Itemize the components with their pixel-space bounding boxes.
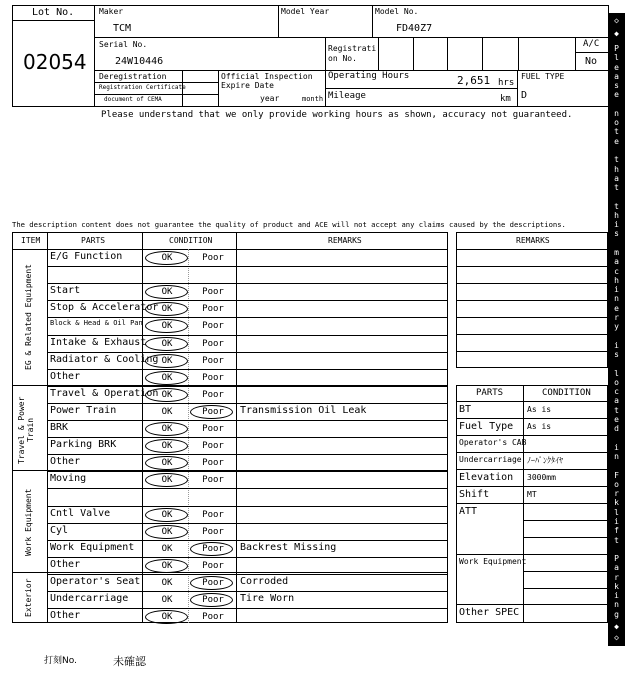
sidebar-char: k (614, 582, 619, 591)
sidebar-char: e (614, 304, 619, 313)
operating-hours-label: Operating Hours (328, 71, 410, 81)
group-label-exterior: Exterior (24, 578, 33, 618)
row-divider (47, 386, 448, 387)
sidebar-char: r (614, 573, 619, 582)
selected-condition-marker (145, 388, 188, 402)
spec-row-divider (456, 486, 608, 487)
condition-ok[interactable]: OK (161, 304, 173, 314)
spec-part: ATT (459, 506, 478, 517)
hrs-unit: hrs (498, 78, 515, 88)
diamond-open-icon: ◇ (614, 633, 619, 642)
ac-value: No (585, 56, 598, 67)
row-divider (47, 283, 448, 284)
sidebar-char: n (614, 294, 619, 303)
condition-poor[interactable]: Poor (202, 595, 224, 605)
spec-header-condition: CONDITION (542, 388, 591, 398)
selected-condition-marker (145, 610, 188, 624)
condition-ok[interactable]: OK (161, 373, 173, 383)
selected-condition-marker (145, 285, 188, 299)
selected-condition-marker (145, 337, 188, 351)
fuel-type-value: D (521, 90, 528, 101)
condition-poor[interactable]: Poor (202, 253, 224, 263)
location-note-sidebar (608, 13, 625, 646)
group-label-eg: EG & Related Equipment (24, 264, 33, 370)
condition-poor[interactable]: Poor (202, 441, 224, 451)
sidebar-char: P (614, 554, 619, 563)
month-label: month (302, 95, 324, 103)
spec-value: As is (527, 405, 552, 414)
selected-condition-marker (145, 456, 188, 470)
condition-poor[interactable]: Poor (202, 510, 224, 520)
spec-part: Undercarriage (459, 455, 522, 464)
ac-label: A/C (583, 39, 600, 49)
sidebar-char: l (614, 369, 619, 378)
condition-poor[interactable]: Poor (202, 578, 224, 588)
spec-row-divider (456, 452, 608, 453)
km-unit: km (500, 94, 511, 104)
stamp-label: 打刻No. (44, 656, 77, 666)
condition-ok[interactable]: OK (161, 561, 173, 571)
row-divider (47, 369, 448, 370)
selected-condition-marker (145, 473, 188, 487)
sidebar-char: a (614, 396, 619, 405)
row-divider (47, 471, 448, 472)
selected-condition-marker (145, 422, 188, 436)
header-parts: PARTS (81, 236, 106, 245)
sidebar-char: e (614, 415, 619, 424)
row-divider (47, 420, 448, 421)
inspection-label: Official Inspection Expire Date (221, 72, 313, 90)
diamond-filled-icon: ◆ (614, 29, 619, 38)
row-divider (47, 300, 448, 301)
spec-row-divider (456, 418, 608, 419)
selected-condition-marker (145, 319, 188, 333)
part-label: Undercarriage (50, 593, 129, 604)
sidebar-char: h (614, 165, 619, 174)
part-label: Radiator & Cooling (50, 354, 159, 365)
remark-text: Backrest Missing (240, 542, 337, 553)
condition-ok[interactable]: OK (161, 407, 173, 417)
sidebar-char: a (614, 563, 619, 572)
condition-ok[interactable]: OK (161, 475, 173, 485)
row-divider (47, 557, 448, 558)
cema-label: document of CEMA (104, 96, 162, 103)
disclaimer: The description content does not guarantee the quality of product and ACE will not accept any claims caused by the descriptions. (12, 220, 566, 229)
condition-poor[interactable]: Poor (202, 527, 224, 537)
part-label: E/G Function (50, 251, 123, 262)
spec-part: Fuel Type (459, 421, 514, 432)
selected-condition-marker (145, 302, 188, 316)
sidebar-char: d (614, 424, 619, 433)
sidebar-char: n (614, 600, 619, 609)
spec-subrow-divider (523, 520, 608, 521)
sidebar-char: t (614, 183, 619, 192)
sidebar-char: i (614, 443, 619, 452)
remark-text: Corroded (240, 576, 289, 587)
registration-label: Registrati on No. (328, 44, 377, 63)
sidebar-char: y (614, 322, 619, 331)
diamond-open-icon: ◇ (614, 16, 619, 25)
condition-poor[interactable]: Poor (202, 612, 224, 622)
header-item: ITEM (21, 236, 41, 245)
condition-poor[interactable]: Poor (202, 321, 224, 331)
right-row-divider (456, 351, 608, 352)
sidebar-char: i (614, 341, 619, 350)
part-label: Operator's Seat (50, 576, 141, 587)
row-divider (47, 506, 448, 507)
sidebar-char: a (614, 72, 619, 81)
maker-value: TCM (113, 23, 132, 34)
remark-text: Transmission Oil Leak (240, 405, 367, 416)
condition-ok[interactable]: OK (161, 612, 173, 622)
selected-condition-marker (145, 371, 188, 385)
right-row-divider (456, 317, 608, 318)
condition-ok[interactable]: OK (161, 578, 173, 588)
spec-subrow-divider (523, 537, 608, 538)
row-divider (47, 403, 448, 404)
sidebar-char: t (614, 155, 619, 164)
group-label-travel: Travel & Power Train (17, 396, 35, 464)
condition-ok[interactable]: OK (161, 424, 173, 434)
sidebar-char: h (614, 211, 619, 220)
part-label: Stop & Accelerator (50, 302, 159, 313)
selected-condition-marker (145, 354, 188, 368)
model-no-value: FD40Z7 (396, 23, 433, 34)
registration-cert-label: Registration Certificate (99, 84, 186, 91)
spec-row-divider (456, 554, 608, 555)
spec-part: Operator's CAB (459, 438, 527, 447)
row-divider (47, 437, 448, 438)
year-label: year (260, 94, 280, 103)
spec-part: Shift (459, 489, 490, 500)
row-divider (47, 488, 448, 489)
sidebar-char: f (614, 526, 619, 535)
condition-poor[interactable]: Poor (202, 356, 224, 366)
row-divider (47, 266, 448, 267)
sidebar-char: s (614, 229, 619, 238)
part-label: Block & Head & Oil Pan (50, 319, 143, 327)
condition-poor[interactable]: Poor (202, 544, 224, 554)
operating-hours-value: 2,651 (457, 74, 491, 87)
sidebar-char: m (614, 248, 619, 257)
condition-poor[interactable]: Poor (202, 373, 224, 383)
sidebar-char: n (614, 452, 619, 461)
sidebar-char: r (614, 313, 619, 322)
condition-poor[interactable]: Poor (202, 475, 224, 485)
condition-poor[interactable]: Poor (202, 424, 224, 434)
sidebar-char: i (614, 220, 619, 229)
row-divider (47, 317, 448, 318)
selected-condition-marker (190, 593, 233, 607)
selected-condition-marker (145, 251, 188, 265)
condition-poor[interactable]: Poor (202, 304, 224, 314)
spec-part: Other SPEC (459, 607, 520, 618)
row-divider (47, 540, 448, 541)
selected-condition-marker (190, 576, 233, 590)
sidebar-char: t (614, 127, 619, 136)
model-no-label: Model No. (375, 7, 419, 16)
condition-ok[interactable]: OK (161, 441, 173, 451)
group-label-work: Work Equipment (24, 488, 33, 556)
spec-subrow-divider (523, 588, 608, 589)
condition-ok[interactable]: OK (161, 287, 173, 297)
header-frame (12, 5, 609, 107)
row-divider (47, 591, 448, 592)
condition-ok[interactable]: OK (161, 253, 173, 263)
spec-subrow-divider (523, 571, 608, 572)
spec-row-divider (456, 604, 608, 605)
sidebar-char: t (614, 536, 619, 545)
condition-ok[interactable]: OK (161, 510, 173, 520)
sidebar-char: s (614, 350, 619, 359)
part-label: Other (50, 559, 81, 570)
condition-ok[interactable]: OK (161, 356, 173, 366)
spec-part: Elevation (459, 472, 514, 483)
part-label: Work Equipment (50, 542, 135, 553)
spec-value: ﾉｰﾊﾟﾝｸﾀｲﾔ (527, 456, 563, 465)
sidebar-char: k (614, 498, 619, 507)
condition-ok[interactable]: OK (161, 544, 173, 554)
condition-ok[interactable]: OK (161, 595, 173, 605)
sidebar-char: a (614, 174, 619, 183)
row-divider (47, 352, 448, 353)
sidebar-char: t (614, 202, 619, 211)
part-label: Power Train (50, 405, 117, 416)
sidebar-char: F (614, 471, 619, 480)
remark-text: Tire Worn (240, 593, 295, 604)
row-divider (47, 574, 448, 575)
spec-part: BT (459, 404, 472, 415)
selected-condition-marker (190, 405, 233, 419)
sidebar-char: i (614, 517, 619, 526)
sidebar-char: g (614, 610, 619, 619)
selected-condition-marker (145, 508, 188, 522)
spec-row-divider (456, 435, 608, 436)
part-label: Other (50, 371, 81, 382)
selected-condition-marker (145, 559, 188, 573)
condition-ok[interactable]: OK (161, 527, 173, 537)
condition-poor[interactable]: Poor (202, 339, 224, 349)
sidebar-char: o (614, 118, 619, 127)
sidebar-char: o (614, 378, 619, 387)
spec-row-divider (456, 503, 608, 504)
mileage-label: Mileage (328, 91, 366, 101)
lot-label: Lot No. (32, 7, 75, 18)
sidebar-char: l (614, 53, 619, 62)
deregistration-label: Deregistration (99, 72, 167, 81)
header-condition: CONDITION (169, 236, 213, 245)
part-label: Moving (50, 473, 87, 484)
sidebar-char: n (614, 109, 619, 118)
part-label: Cyl (50, 525, 69, 536)
sidebar-char: l (614, 508, 619, 517)
sidebar-char: t (614, 406, 619, 415)
condition-ok[interactable]: OK (161, 458, 173, 468)
sidebar-char: P (614, 44, 619, 53)
condition-poor[interactable]: Poor (202, 407, 224, 417)
part-label: Intake & Exhaust (50, 337, 147, 348)
row-divider (47, 608, 448, 609)
selected-condition-marker (145, 439, 188, 453)
maker-label: Maker (99, 7, 124, 16)
sidebar-char: c (614, 387, 619, 396)
lot-number: 02054 (23, 50, 87, 74)
spec-value: 3000mm (527, 473, 556, 482)
spec-row-divider (456, 469, 608, 470)
fuel-type-label: FUEL TYPE (521, 72, 565, 81)
hours-note: Please understand that we only provide working hours as shown, accuracy not guaranteed. (101, 110, 573, 120)
condition-poor[interactable]: Poor (202, 287, 224, 297)
right-row-divider (456, 283, 608, 284)
spec-header-parts: PARTS (476, 388, 504, 398)
part-label: Travel & Operation (50, 388, 159, 399)
part-label: BRK (50, 422, 69, 433)
part-label: Cntl Valve (50, 508, 111, 519)
serial-value: 24W10446 (115, 56, 164, 67)
selected-condition-marker (145, 525, 188, 539)
sidebar-char: i (614, 285, 619, 294)
diamond-filled-icon: ◆ (614, 622, 619, 631)
sidebar-char: h (614, 276, 619, 285)
selected-condition-marker (190, 542, 233, 556)
right-row-divider (456, 334, 608, 335)
condition-poor[interactable]: Poor (202, 561, 224, 571)
row-divider (47, 335, 448, 336)
spec-value: As is (527, 422, 552, 431)
spec-part: Work Equipment (459, 557, 527, 566)
row-divider (47, 454, 448, 455)
condition-ok[interactable]: OK (161, 321, 173, 331)
model-year-label: Model Year (281, 7, 330, 16)
condition-poor[interactable]: Poor (202, 458, 224, 468)
stamp-value: 未確認 (113, 655, 146, 668)
sidebar-char: e (614, 137, 619, 146)
sidebar-char: e (614, 90, 619, 99)
sidebar-char: e (614, 63, 619, 72)
condition-ok[interactable]: OK (161, 390, 173, 400)
condition-ok[interactable]: OK (161, 339, 173, 349)
sidebar-char: c (614, 267, 619, 276)
part-label: Other (50, 456, 81, 467)
sidebar-char: i (614, 591, 619, 600)
right-remarks-header: REMARKS (516, 236, 550, 245)
row-divider (47, 523, 448, 524)
spec-value: MT (527, 490, 537, 499)
sidebar-char: o (614, 480, 619, 489)
serial-label: Serial No. (99, 40, 148, 49)
sidebar-char: r (614, 489, 619, 498)
part-label: Start (50, 285, 81, 296)
right-row-divider (456, 266, 608, 267)
part-label: Parking BRK (50, 439, 117, 450)
header-remarks: REMARKS (328, 236, 362, 245)
sidebar-char: a (614, 257, 619, 266)
sidebar-char: s (614, 81, 619, 90)
condition-poor[interactable]: Poor (202, 390, 224, 400)
right-row-divider (456, 300, 608, 301)
part-label: Other (50, 610, 81, 621)
